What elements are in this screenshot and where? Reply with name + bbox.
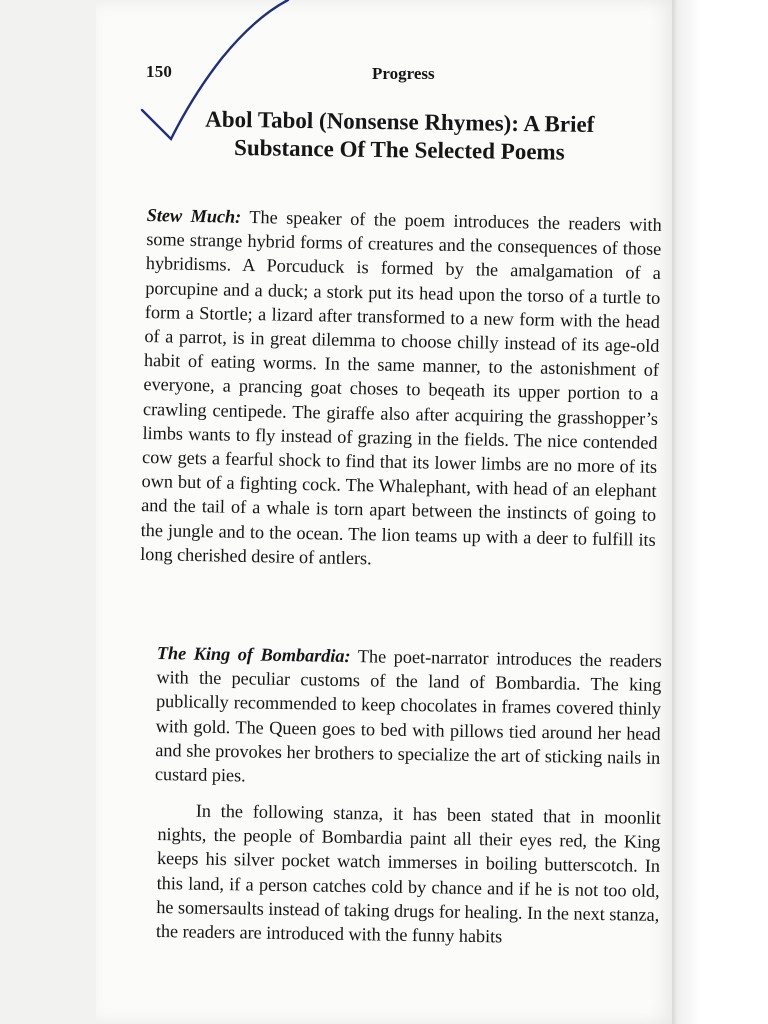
paragraph-indent [158,816,196,817]
stew-much-section [140,203,662,576]
stew-much-body: The speaker of the poem introduces the readers with some strange hybrid forms of creatures and the consequences of those hybridisms. A Porcuduck is formed by the amalgamation of a porcupine and a duck; a stork put its head upon the torso of a turtle to form a Stortle; a lizard after transformed to a new form with the head of a parrot, is in great dilemma to choose chilly instead of its age-old habit of eating worms. In the same manner, to the astonishment of everyone, a prancing goat choses to beqeath its upper portion to a crawling centipede. The giraffe also after acquiring the grasshopper’s limbs wants to fly instead of grazing in the fields. The nice contended cow gets a fearful shock to find that its lower limbs are no more of its own but of a fighting cock. The Whalephant, with head of an elephant and the tail of a whale is torn apart between the instincts of going to the jungle and to the ocean. The lion teams up with a deer to fulfill its long cherished desire of antlers. [140,206,662,569]
king-of-bombardia-heading: The King of Bombardia: [156,642,351,667]
article-title [164,105,635,168]
title-line-2: Substance Of The Selected Poems [233,134,565,165]
bombardia-continuation-paragraph [156,798,661,951]
binding-edge [672,0,678,1024]
king-of-bombardia-body: The poet-narrator introduces the readers with the peculiar customs of the land of Bombardia. The king publically recommended to keep chocolates in frames covered thinly with gold. The Queen goes to bed with pillows tied around her head and she provokes her brothers to specialize the art of sticking nails in custard pies. [154,646,662,786]
bombardia-continuation-text: In the following stanza, it has been stated that in moonlit nights, the people of Bombardia paint all their eyes red, the King keeps his silver pocket watch immerses in boiling butterscotch. In this land, if a person catches cold by chance and if he is not too old, he somersaults instead of taking drugs for healing. In the next stanza, the readers are introduced with the funny habits [155,800,661,947]
page-number: 150 [146,62,173,81]
running-title: Progress [372,64,435,83]
stew-much-heading: Stew Much: [146,204,242,227]
page-gutter [672,0,768,1024]
title-line-1: Abol Tabol (Nonsense Rhymes): A Brief [205,106,595,137]
king-of-bombardia-section [155,641,662,794]
